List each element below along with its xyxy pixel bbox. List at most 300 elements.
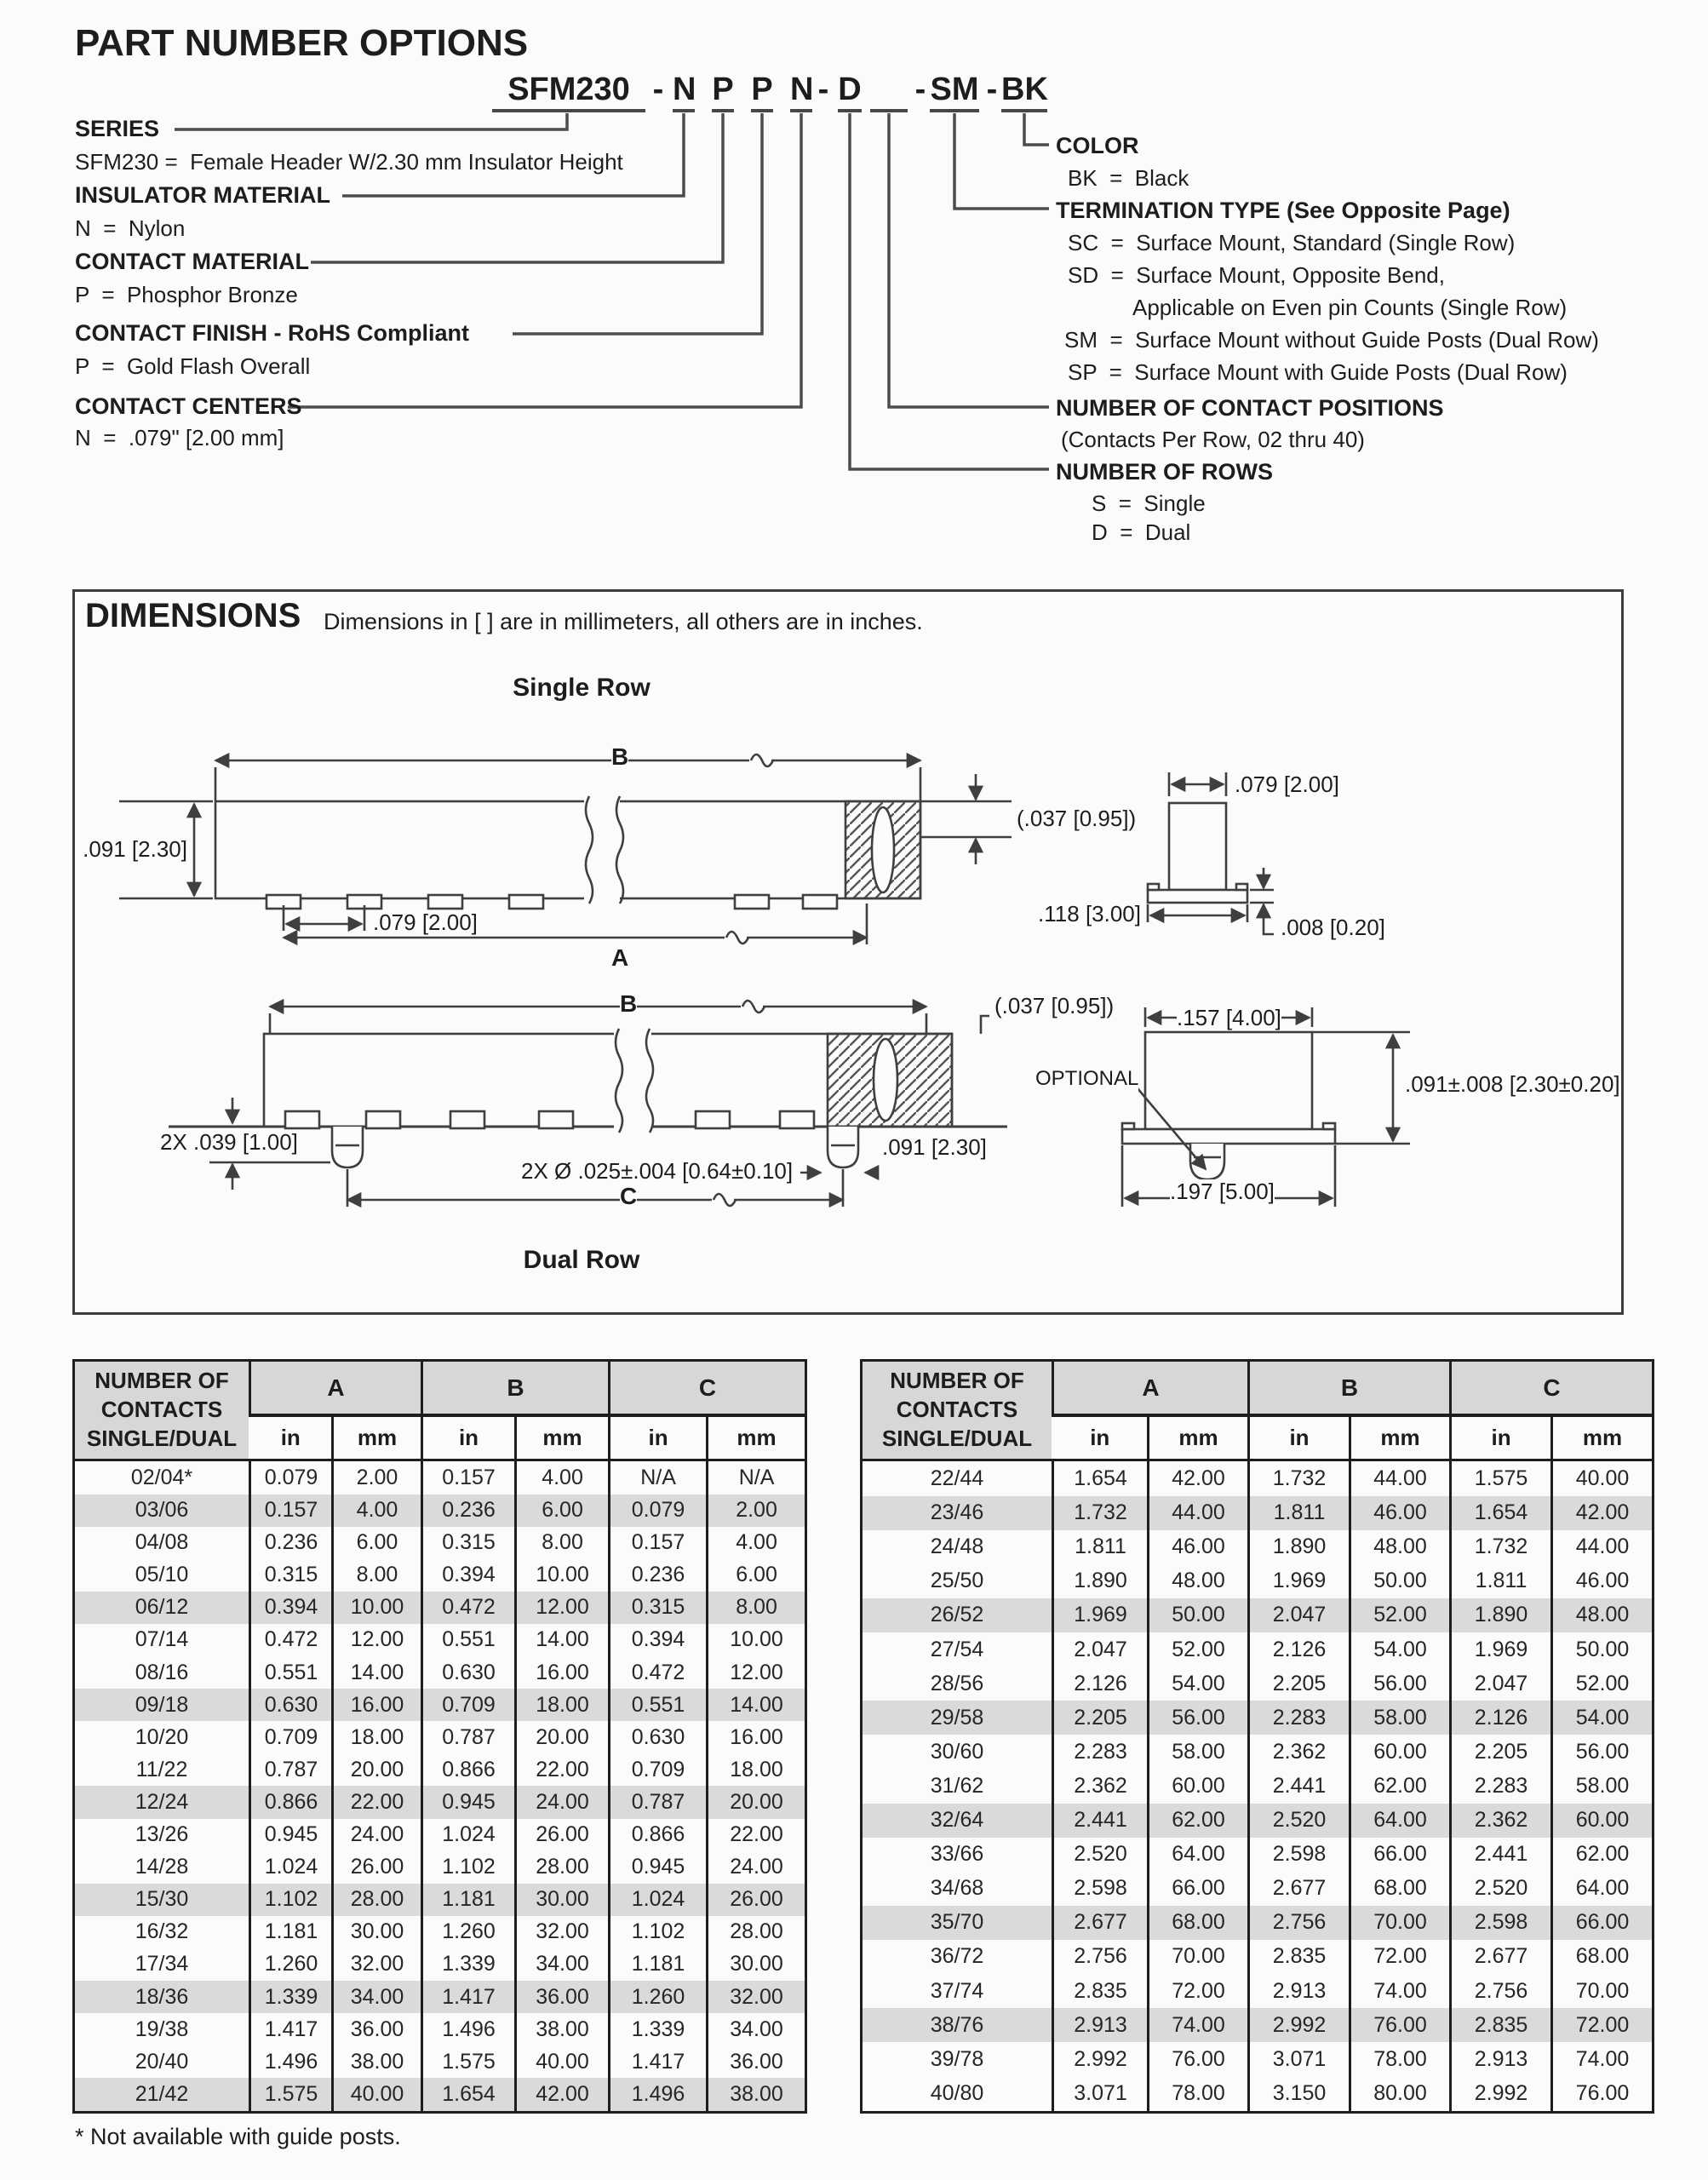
table-row (862, 2076, 1654, 2110)
table-cell: 0.787 (422, 1721, 516, 1753)
table-cell (1451, 2110, 1552, 2112)
table-cell: 2.598 (1451, 1906, 1552, 1940)
table-cell: 76.00 (1552, 2076, 1654, 2110)
table-cell: 76.00 (1350, 2008, 1451, 2042)
table-row (74, 1916, 806, 1948)
empty-table-row (862, 2110, 1654, 2112)
table-cell: 0.866 (422, 1753, 516, 1786)
table-cell: 64.00 (1552, 1872, 1654, 1906)
table-cell: 22/44 (930, 1466, 984, 1490)
table-cell: 54.00 (1149, 1667, 1249, 1701)
table-cell: 29/58 (862, 1701, 1053, 1735)
table-cell: 42.00 (1149, 1460, 1249, 1496)
table-cell (862, 2110, 1053, 2112)
table-cell (1053, 2110, 1149, 2112)
part-number-blank-segment (870, 72, 908, 112)
table-cell: 2.441 (1451, 1838, 1552, 1872)
table-cell: 40.00 (516, 2045, 610, 2078)
table-cell: 4.00 (333, 1494, 422, 1527)
dim-dual-contact-offset: (.037 [0.95]) (994, 993, 1115, 1018)
table-cell: 1.732 (1053, 1496, 1149, 1530)
table-row (862, 1632, 1654, 1667)
table-cell: 24.00 (333, 1819, 422, 1851)
table-cell: 3.071 (1249, 2042, 1350, 2076)
table-cell: 2.835 (1053, 1974, 1149, 2008)
table-row (74, 1624, 806, 1656)
table-cell: 1.339 (250, 1981, 333, 2013)
table-cell: 1.496 (610, 2078, 708, 2112)
table-cell: 1.969 (1053, 1598, 1149, 1632)
table-cell: 2.205 (1053, 1701, 1149, 1735)
table-cell: 2.047 (1451, 1667, 1552, 1701)
table-cell: 20.00 (708, 1786, 806, 1818)
table-cell: 2.913 (1053, 2008, 1149, 2042)
table-cell: 2.362 (1053, 1769, 1149, 1803)
table-cell: 10.00 (333, 1592, 422, 1624)
table-cell: 60.00 (1552, 1804, 1654, 1838)
table-cell: 8.00 (516, 1527, 610, 1559)
table-cell: 2.835 (1451, 2008, 1552, 2042)
contact-finish-label: CONTACT FINISH - RoHS Compliant (75, 320, 469, 346)
table-cell: 0.236 (422, 1494, 516, 1527)
table-cell: 2.677 (1451, 1940, 1552, 1974)
table-cell: 2.598 (1249, 1838, 1350, 1872)
dimension-table (860, 1359, 1654, 2114)
insulator-material-entry: N = Nylon (75, 215, 186, 241)
table-cell: 72.00 (1149, 1974, 1249, 2008)
table-cell: 80.00 (1350, 2076, 1451, 2110)
table-cell: 0.945 (250, 1819, 333, 1851)
table-cell: 1.339 (422, 1948, 516, 1981)
table-cell: 30.00 (333, 1916, 422, 1948)
table-cell: 42.00 (516, 2078, 610, 2112)
table-cell: 11/22 (135, 1757, 188, 1781)
dim-dual-optional: OPTIONAL (1035, 1067, 1139, 1090)
part-number-segment: P (712, 72, 734, 112)
group-header: B (1249, 1361, 1451, 1416)
contact-finish-entry: P = Gold Flash Overall (75, 353, 311, 379)
table-cell: 0.394 (422, 1559, 516, 1592)
table-cell: 2.283 (1249, 1701, 1350, 1735)
table-cell: 1.024 (422, 1819, 516, 1851)
table-cell: 32/64 (862, 1804, 1053, 1838)
table-cell: 62.00 (1350, 1769, 1451, 1803)
table-cell: 2.756 (1249, 1906, 1350, 1940)
table-cell: 2.362 (1249, 1735, 1350, 1769)
table-cell: 16.00 (333, 1689, 422, 1721)
table-row (74, 1656, 806, 1689)
table-cell: 0.945 (610, 1851, 708, 1884)
table-cell: 17/34 (135, 1952, 189, 1976)
unit-header: in (610, 1415, 708, 1460)
dim-single-a: A (611, 944, 629, 971)
table-row (862, 1940, 1654, 1974)
table-cell: 18.00 (708, 1753, 806, 1786)
table-cell: 36.00 (516, 1981, 610, 2013)
table-cell: 74.00 (1149, 2008, 1249, 2042)
table-cell: 2.520 (1451, 1872, 1552, 1906)
table-cell: 72.00 (1552, 2008, 1654, 2042)
table-cell: 52.00 (1552, 1667, 1654, 1701)
table-row (74, 2013, 806, 2045)
single-row-title: Single Row (513, 674, 651, 702)
table-cell: 1.260 (610, 1981, 708, 2013)
table-cell: 1.811 (1053, 1530, 1149, 1564)
dim-dual-height: .091 [2.30] (882, 1134, 987, 1160)
table-cell: 1.654 (1451, 1496, 1552, 1530)
dim-single-contact-offset: (.037 [0.95]) (1017, 806, 1137, 831)
table-cell: 68.00 (1350, 1872, 1451, 1906)
table-cell: 2.598 (1053, 1872, 1149, 1906)
table-cell: 0.315 (422, 1527, 516, 1559)
table-cell: 2.677 (1053, 1906, 1149, 1940)
table-cell: 30.00 (516, 1884, 610, 1916)
table-cell: 26/52 (862, 1598, 1053, 1632)
part-number-segment: N (673, 72, 695, 112)
table-cell: 28/56 (930, 1671, 984, 1695)
termination-sp-entry: SP = Surface Mount with Guide Posts (Dual Row) (1068, 359, 1568, 385)
table-cell: 2.756 (1451, 1974, 1552, 2008)
dim-dual-end-height: .091±.008 [2.30±0.20] (1405, 1071, 1620, 1097)
part-number-segment: - (817, 72, 829, 107)
table-cell: 2.126 (1451, 1701, 1552, 1735)
table-cell: 1.102 (610, 1916, 708, 1948)
table-cell: 10/20 (135, 1724, 189, 1749)
table-cell: 24/48 (930, 1535, 984, 1559)
table-cell: 2.283 (1053, 1735, 1149, 1769)
table-cell: 2.205 (1451, 1735, 1552, 1769)
table-row (74, 1786, 806, 1818)
table-cell: 42.00 (1552, 1496, 1654, 1530)
table-cell: 62.00 (1552, 1838, 1654, 1872)
table-cell: 0.394 (610, 1624, 708, 1656)
table-cell: 2.00 (333, 1460, 422, 1494)
table-cell: 1.417 (610, 2045, 708, 2078)
table-cell: 0.236 (610, 1559, 708, 1592)
table-cell: 28.00 (708, 1916, 806, 1948)
dimensions-heading: DIMENSIONS (85, 597, 301, 634)
unit-header: in (1053, 1415, 1149, 1460)
part-number-segment: P (751, 72, 773, 112)
group-header: C (1451, 1361, 1654, 1416)
table-cell: 60.00 (1149, 1769, 1249, 1803)
dim-single-end-flange: .118 [3.00] (1029, 902, 1141, 926)
table-row (74, 1460, 806, 1494)
table-cell: 0.236 (250, 1527, 333, 1559)
color-label: COLOR (1056, 133, 1139, 158)
table-cell: 2.835 (1249, 1940, 1350, 1974)
table-cell: 0.157 (610, 1527, 708, 1559)
table-cell: 1.260 (422, 1916, 516, 1948)
contact-centers-label: CONTACT CENTERS (75, 393, 302, 419)
table-cell: 1.732 (1451, 1530, 1552, 1564)
color-entry: BK = Black (1068, 165, 1189, 191)
table-cell: 12.00 (708, 1656, 806, 1689)
technical-drawings (75, 592, 1621, 1312)
table-cell: 50.00 (1149, 1598, 1249, 1632)
table-cell: 33/66 (930, 1842, 984, 1867)
table-cell: 52.00 (1149, 1632, 1249, 1667)
table-cell: 0.157 (250, 1494, 333, 1527)
table-cell: 58.00 (1552, 1769, 1654, 1803)
unit-header: mm (1552, 1415, 1654, 1460)
contact-centers-entry: N = .079" [2.00 mm] (75, 425, 284, 450)
table-row (862, 2008, 1654, 2042)
table-cell (1350, 2110, 1451, 2112)
table-cell: 05/10 (135, 1563, 189, 1587)
table-cell: 3.150 (1249, 2076, 1350, 2110)
table-cell: 0.709 (610, 1753, 708, 1786)
table-cell: 1.969 (1451, 1632, 1552, 1667)
table-cell: 66.00 (1552, 1906, 1654, 1940)
table-cell: 07/14 (135, 1627, 189, 1652)
table-row (74, 1592, 806, 1624)
table-cell: 25/50 (930, 1569, 984, 1593)
table-row (862, 1564, 1654, 1598)
unit-header: mm (708, 1415, 806, 1460)
table-cell: 1.575 (250, 2078, 333, 2112)
table-cell: 12/24 (74, 1786, 250, 1818)
dimension-table-left (72, 1359, 805, 2114)
table-cell: 1.496 (422, 2013, 516, 2045)
rows-dual-entry: D = Dual (1092, 519, 1191, 545)
part-number-segment: SM (930, 72, 979, 112)
table-cell: 34/68 (930, 1876, 984, 1901)
contact-positions-label: NUMBER OF CONTACT POSITIONS (1056, 395, 1444, 421)
table-row (74, 1527, 806, 1559)
table-cell: 4.00 (708, 1527, 806, 1559)
contact-material-label: CONTACT MATERIAL (75, 249, 309, 274)
table-cell: 38.00 (708, 2078, 806, 2112)
part-number-segment: SFM230 (492, 72, 645, 112)
table-cell: 1.890 (1451, 1598, 1552, 1632)
table-cell: 15/30 (74, 1884, 250, 1916)
table-cell: 2.047 (1053, 1632, 1149, 1667)
dim-dual-c: C (620, 1183, 638, 1209)
contact-positions-entry: (Contacts Per Row, 02 thru 40) (1061, 427, 1365, 452)
table-cell: 14.00 (708, 1689, 806, 1721)
table-cell: 16.00 (516, 1656, 610, 1689)
table-cell: N/A (610, 1460, 708, 1494)
table-row (862, 1701, 1654, 1735)
table-cell: 66.00 (1350, 1838, 1451, 1872)
table-row (862, 1598, 1654, 1632)
table-cell: 68.00 (1552, 1940, 1654, 1974)
table-cell: 1.417 (422, 1981, 516, 2013)
table-cell: 21/42 (74, 2078, 250, 2112)
table-cell: 6.00 (333, 1527, 422, 1559)
table-cell: 78.00 (1350, 2042, 1451, 2076)
table-cell: 20.00 (516, 1721, 610, 1753)
table-cell: 06/12 (74, 1592, 250, 1624)
table-footnote: * Not available with guide posts. (75, 2124, 401, 2149)
contacts-column-header: NUMBER OF CONTACTS SINGLE/DUAL (74, 1361, 250, 1460)
dim-single-pitch: .079 [2.00] (373, 909, 478, 935)
table-cell: 1.181 (422, 1884, 516, 1916)
table-cell: 1.890 (1053, 1564, 1149, 1598)
table-cell: 40.00 (1552, 1460, 1654, 1496)
table-cell: 39/78 (930, 2046, 984, 2071)
table-cell: 1.654 (422, 2078, 516, 2112)
table-cell: 22.00 (516, 1753, 610, 1786)
table-cell: 0.315 (610, 1592, 708, 1624)
table-row (74, 1981, 806, 2013)
table-cell: 30.00 (708, 1948, 806, 1981)
table-cell: 18/36 (74, 1981, 250, 2013)
table-cell: 46.00 (1552, 1564, 1654, 1598)
group-header: C (610, 1361, 806, 1416)
dimensions-box (72, 589, 1624, 1315)
table-cell: 1.890 (1249, 1530, 1350, 1564)
dim-dual-end-flange: .197 [5.00] (1170, 1179, 1275, 1204)
group-header: A (250, 1361, 422, 1416)
table-cell: 56.00 (1552, 1735, 1654, 1769)
dim-single-height: .091 [2.30] (83, 836, 187, 862)
table-cell: 0.787 (610, 1786, 708, 1818)
table-cell: 2.913 (1249, 1974, 1350, 2008)
table-cell: 32.00 (516, 1916, 610, 1948)
table-cell: 1.575 (1451, 1460, 1552, 1496)
table-cell: 8.00 (708, 1592, 806, 1624)
table-cell: 0.551 (610, 1689, 708, 1721)
table-cell: 18.00 (516, 1689, 610, 1721)
table-cell: 1.181 (250, 1916, 333, 1948)
table-cell: 23/46 (862, 1496, 1053, 1530)
table-cell: 68.00 (1149, 1906, 1249, 1940)
table-row (862, 1460, 1654, 1496)
table-cell: 48.00 (1350, 1530, 1451, 1564)
table-cell: 48.00 (1149, 1564, 1249, 1598)
table-cell: 28.00 (516, 1851, 610, 1884)
table-cell: 0.472 (610, 1656, 708, 1689)
table-row (862, 2042, 1654, 2076)
table-cell: 31/62 (930, 1773, 984, 1798)
table-cell: 0.709 (250, 1721, 333, 1753)
table-cell: 16.00 (708, 1721, 806, 1753)
table-cell: 40.00 (333, 2078, 422, 2112)
part-number-segment: - (652, 72, 664, 107)
table-cell: 35/70 (862, 1906, 1053, 1940)
part-number-segment: D (838, 72, 862, 112)
table-cell: 0.630 (610, 1721, 708, 1753)
table-cell: N/A (708, 1460, 806, 1494)
termination-sm-entry: SM = Surface Mount without Guide Posts (Dual Row) (1064, 327, 1599, 353)
part-number-segment: N (790, 72, 812, 112)
table-cell: 38/76 (862, 2008, 1053, 2042)
rows-single-entry: S = Single (1092, 490, 1206, 516)
table-row (862, 1769, 1654, 1803)
table-cell: 24.00 (708, 1851, 806, 1884)
table-cell: 0.630 (422, 1656, 516, 1689)
table-cell: 09/18 (74, 1689, 250, 1721)
part-number-segment: BK (1001, 72, 1047, 112)
table-cell: 2.520 (1249, 1804, 1350, 1838)
dim-single-end-width: .079 [2.00] (1235, 772, 1339, 797)
table-cell: 48.00 (1552, 1598, 1654, 1632)
table-row (74, 1819, 806, 1851)
table-cell: 34.00 (708, 2013, 806, 2045)
table-cell: 70.00 (1149, 1940, 1249, 1974)
unit-header: in (250, 1415, 333, 1460)
table-cell: 34.00 (333, 1981, 422, 2013)
dim-single-end-standoff: .008 [0.20] (1281, 915, 1385, 940)
table-cell: 0.472 (250, 1624, 333, 1656)
table-cell (1149, 2110, 1249, 2112)
table-cell: 14.00 (333, 1656, 422, 1689)
table-cell: 1.339 (610, 2013, 708, 2045)
table-cell: 54.00 (1552, 1701, 1654, 1735)
table-cell: 1.024 (610, 1884, 708, 1916)
table-cell: 1.260 (250, 1948, 333, 1981)
table-cell: 08/16 (135, 1660, 189, 1684)
table-cell (1552, 2110, 1654, 2112)
unit-header: mm (1149, 1415, 1249, 1460)
table-cell: 58.00 (1350, 1701, 1451, 1735)
table-cell: 74.00 (1350, 1974, 1451, 2008)
table-cell: 2.677 (1249, 1872, 1350, 1906)
table-cell: 24.00 (516, 1786, 610, 1818)
table-row (74, 1721, 806, 1753)
unit-header: mm (516, 1415, 610, 1460)
unit-header: mm (333, 1415, 422, 1460)
table-cell: 0.866 (610, 1819, 708, 1851)
table-cell: 2.756 (1053, 1940, 1149, 1974)
table-cell: 28.00 (333, 1884, 422, 1916)
series-label: SERIES (75, 116, 160, 141)
table-cell: 22.00 (708, 1819, 806, 1851)
table-cell: 52.00 (1350, 1598, 1451, 1632)
unit-header: in (422, 1415, 516, 1460)
table-cell: 1.102 (250, 1884, 333, 1916)
table-cell: 0.157 (422, 1460, 516, 1494)
table-cell: 0.472 (422, 1592, 516, 1624)
table-cell: 38.00 (516, 2013, 610, 2045)
table-cell: 2.00 (708, 1494, 806, 1527)
table-cell: 70.00 (1552, 1974, 1654, 2008)
table-cell: 56.00 (1350, 1667, 1451, 1701)
table-cell: 30/60 (930, 1739, 984, 1764)
table-cell (1249, 2110, 1350, 2112)
table-cell: 76.00 (1149, 2042, 1249, 2076)
dimension-table (72, 1359, 807, 2114)
table-cell: 2.520 (1053, 1838, 1149, 1872)
table-cell: 44.00 (1350, 1460, 1451, 1496)
table-cell: 1.811 (1451, 1564, 1552, 1598)
termination-type-label: TERMINATION TYPE (See Opposite Page) (1056, 198, 1510, 223)
table-cell: 1.575 (422, 2045, 516, 2078)
table-cell: 0.079 (610, 1494, 708, 1527)
contacts-column-header: NUMBER OF CONTACTS SINGLE/DUAL (862, 1361, 1053, 1460)
table-cell: 74.00 (1552, 2042, 1654, 2076)
group-header: A (1053, 1361, 1249, 1416)
termination-sd-entry: SD = Surface Mount, Opposite Bend, (1068, 262, 1445, 288)
table-row (74, 1948, 806, 1981)
table-cell: 14.00 (516, 1624, 610, 1656)
table-cell: 1.496 (250, 2045, 333, 2078)
table-cell: 13/26 (135, 1822, 189, 1847)
dimensions-note: Dimensions in [ ] are in millimeters, all others are in inches. (324, 609, 923, 634)
page-title: PART NUMBER OPTIONS (75, 22, 529, 64)
table-cell: 66.00 (1149, 1872, 1249, 1906)
table-cell: 2.441 (1053, 1804, 1149, 1838)
table-cell: 56.00 (1149, 1701, 1249, 1735)
dim-dual-post-dia: 2X Ø .025±.004 [0.64±0.10] (521, 1158, 794, 1184)
table-cell: 64.00 (1149, 1838, 1249, 1872)
table-cell: 02/04* (130, 1465, 193, 1489)
group-header: B (422, 1361, 610, 1416)
table-row (862, 1667, 1654, 1701)
series-entry: SFM230 = Female Header W/2.30 mm Insulator Height (75, 149, 623, 175)
